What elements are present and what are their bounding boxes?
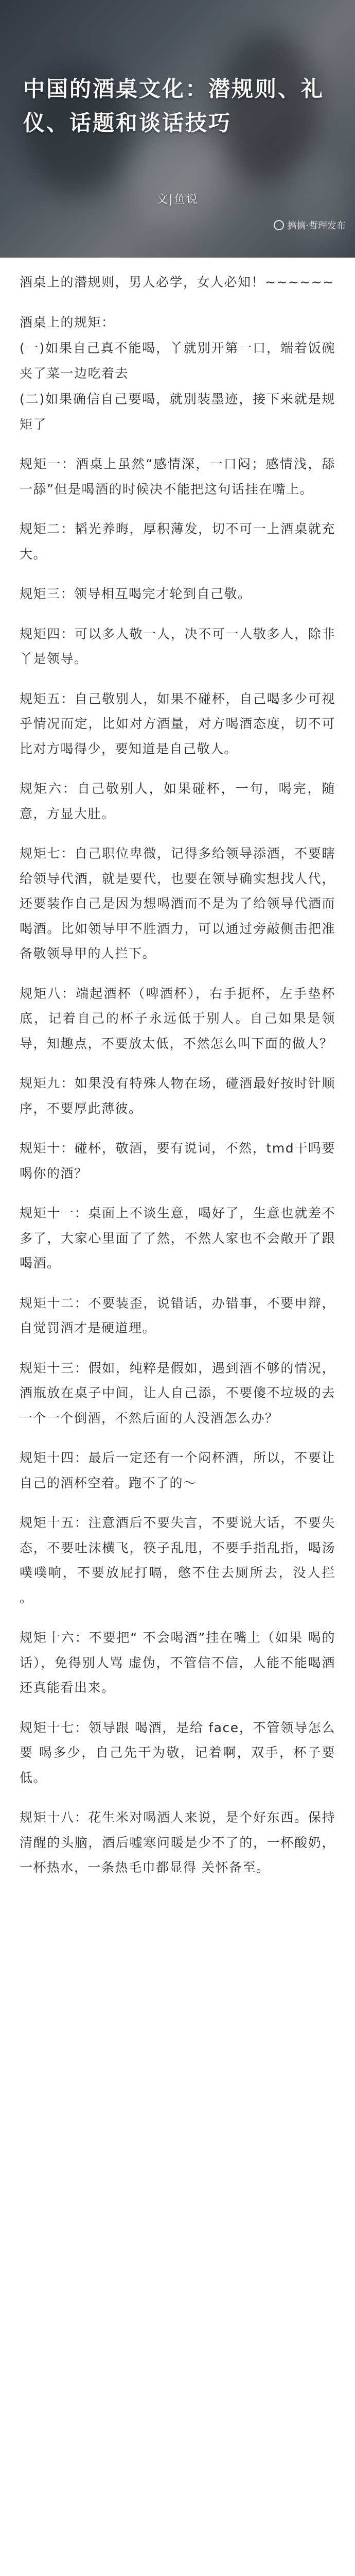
paragraph: 规矩七：自己职位卑微，记得多给领导添酒，不要瞎给领导代酒，就是要代，也要在领导确实想找人代，还要装作自己是因为想喝酒而不是为了给领导代酒而喝酒。比如领导甲不胜酒力，可以通过旁敲侧击把准备敬领导甲的人拦下。 (20, 846, 335, 961)
paragraph: 规矩三：领导相互喝完才轮到自己敬。 (20, 586, 252, 601)
paragraph: (一)如果自己真不能喝，丫就别开第一口，端着饭碗夹了菜一边吃着去 (20, 341, 335, 381)
article-author: 文|鱼说 (156, 193, 199, 206)
paragraph: 规矩四：可以多人敬一人，决不可一人敬多人，除非丫是领导。 (20, 626, 335, 666)
paragraph: 规矩十八：花生米对喝酒人来说，是个好东西。保持清醒的头脑，酒后嘘寒问暖是少不了的，一杯酸奶，一杯热水，一条热毛巾都显得 关怀备至。 (20, 1810, 335, 1875)
paragraph: (二)如果确信自己要喝，就别装墨迹，接下来就是规矩了 (20, 392, 335, 432)
paragraph: 规矩十二：不要装歪，说错话，办错事，不要申辩，自觉罚酒才是硬道理。 (20, 1295, 335, 1335)
paragraph: 规矩六：自己敬别人，如果碰杯，一句，喝完，随意，方显大肚。 (20, 781, 335, 821)
paragraph: 酒桌上的潜规则，男人必学，女人必知！~~~~~~ (20, 275, 334, 290)
paragraph: 规矩十四：最后一定还有一个闷杯酒，所以，不要让自己的酒杯空着。跑不了的～ (20, 1450, 335, 1490)
weibo-logo-icon (274, 220, 284, 230)
paragraph: 规矩十六：不要把“ 不会喝酒”挂在嘴上（如果 喝的话），免得别人骂 虚伪，不管信不信，人能不能喝酒还真能看出来。 (20, 1630, 335, 1695)
paragraph: 规矩八：端起酒杯（啤酒杯），右手扼杯，左手垫杯底，记着自己的杯子永远低于别人。自己如果是领导，知趣点，不要放太低，不然怎么叫下面的做人？ (20, 986, 335, 1051)
paragraph: 规矩十五：注意酒后不要失言，不要说大话，不要失态，不要吐沫横飞，筷子乱甩，不要手指乱指，喝汤噗噗响，不要放屁打嗝，憋不住去厕所去，没人拦 。 (20, 1515, 335, 1605)
watermark-text: 搞搞·哲理发布 (287, 221, 346, 231)
article-title: 中国的酒桌文化：潜规则、礼仪、话题和谈话技巧 (23, 76, 325, 135)
paragraph: 规矩十三：假如，纯粹是假如，遇到酒不够的情况，酒瓶放在桌子中间，让人自己添，不要傻不垃圾的去一个一个倒酒，不然后面的人没酒怎么办？ (20, 1360, 335, 1426)
paragraph: 酒桌上的规矩： (20, 314, 115, 330)
paragraph: 规矩一：酒桌上虽然“感情深，一口闷；感情浅，舔一舔”但是喝酒的时候决不能把这句话挂在嘴上。 (20, 456, 335, 497)
paragraph: 规矩十七：领导跟 喝酒，是给 face，不管领导怎么要 喝多少，自己先干为敬，记着啊，双手，杯子要低。 (20, 1720, 335, 1785)
paragraph: 规矩五：自己敬别人，如果不碰杯，自己喝多少可视乎情况而定，比如对方酒量，对方喝酒态度，切不可比对方喝得少，要知道是自己敬人。 (20, 691, 335, 756)
paragraph: 规矩二：韬光养晦，厚积薄发，切不可一上酒桌就充大。 (20, 521, 335, 562)
paragraph: 规矩十一：桌面上不谈生意，喝好了，生意也就差不多了，大家心里面了了然，不然人家也不会敞开了跟 喝酒。 (20, 1206, 335, 1270)
paragraph: 规矩九：如果没有特殊人物在场，碰酒最好按时针顺序，不要厚此薄彼。 (20, 1076, 335, 1116)
header-banner (0, 0, 355, 258)
banner-watermark (274, 218, 346, 232)
paragraph: 规矩十：碰杯，敬酒，要有说词，不然，tmd干吗要喝你的酒？ (20, 1141, 335, 1181)
article-body (0, 258, 355, 1880)
